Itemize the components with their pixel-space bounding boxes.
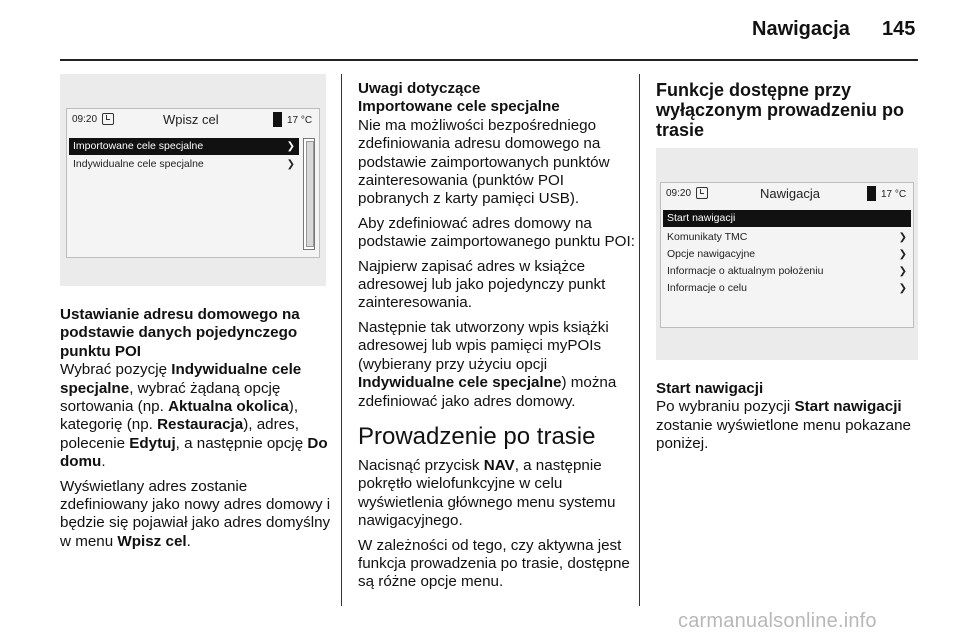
chevron-right-icon: ❯ <box>898 232 907 243</box>
temperature-readout: 17 °C <box>287 115 313 126</box>
screen-menu-item-label: Informacje o aktualnym położeniu <box>667 265 824 277</box>
screen-menu-item[interactable] <box>69 156 299 173</box>
screen-title: Nawigacja <box>760 186 820 201</box>
column-2 <box>358 80 638 598</box>
paragraph: W zależności od tego, czy aktywna jest funkcja prowadzenia po trasie, dostępne są różne opcje menu. <box>358 536 630 591</box>
paragraph: Nacisnąć przycisk NAV, a następnie pokrętło wielofunkcyjne w celu wyświetlenia głównego menu systemu nawigacyjnego. <box>358 456 616 530</box>
paragraph: Aby zdefiniować adres domowy na podstawie zaimportowanego punktu POI: <box>358 214 635 251</box>
section-title: Prowadzenie po trasie <box>358 422 596 450</box>
column-1 <box>60 306 335 557</box>
screen-menu-item-label: Informacje o celu <box>667 282 747 294</box>
clock-icon <box>696 187 708 199</box>
section-heading: Start nawigacji <box>656 380 764 397</box>
screen-image-destination-input <box>60 74 326 286</box>
chevron-right-icon: ❯ <box>286 141 295 152</box>
paragraph: Wybrać pozycję Indywidualne cele specjalne, wybrać żądaną opcję sortowania (np. Aktualna okolica), kategorię (np. Restauracja), adres, polecenie Edytuj, a następnie opcję Do domu. <box>60 361 328 471</box>
screen-image-navigation-menu <box>656 148 918 360</box>
chevron-right-icon: ❯ <box>898 249 907 260</box>
column-3 <box>656 80 918 140</box>
chevron-right-icon: ❯ <box>286 159 295 170</box>
section-title: Funkcje dostępne przy wyłączonym prowadzeniu po trasie <box>656 80 905 140</box>
column-3-body <box>656 380 918 460</box>
paragraph: Następnie tak utworzony wpis książki adresowej lub wpis pamięci myPOIs (wybierany przy użyciu opcji Indywidualne cele specjalne) można zdefiniować jako adres domowy. <box>358 318 617 410</box>
temperature-readout: 17 °C <box>881 189 907 200</box>
page-number: 145 <box>882 18 916 40</box>
paragraph: Po wybraniu pozycji Start nawigacji zostanie wyświetlone menu pokazane poniżej. <box>656 398 911 453</box>
running-header-title: Nawigacja <box>752 18 850 40</box>
screen-display <box>660 182 914 328</box>
screen-status-bar <box>661 183 913 205</box>
paragraph: Nie ma możliwości bezpośredniego zdefiniowania adresu domowego na podstawie zaimportowanych punktów zainteresowania (punktów POI pobranych z karty pamięci USB). <box>358 116 610 208</box>
screen-menu-item-label: Indywidualne cele specjalne <box>73 158 204 170</box>
watermark: carmanualsonline.info <box>678 610 877 632</box>
paragraph: Najpierw zapisać adres w książce adresowej lub jako pojedynczy punkt zainteresowania. <box>358 257 606 312</box>
section-heading: Uwagi dotyczące <box>358 80 481 97</box>
screen-menu-item[interactable] <box>663 280 911 297</box>
phone-battery-icon <box>273 112 282 127</box>
screen-menu-item[interactable] <box>663 246 911 263</box>
screen-scrollbar <box>303 138 315 250</box>
screen-menu-item[interactable] <box>663 263 911 280</box>
chevron-right-icon: ❯ <box>898 283 907 294</box>
screen-menu-item-label: Opcje nawigacyjne <box>667 248 756 260</box>
column-divider-left <box>341 74 342 606</box>
screen-display <box>66 108 320 258</box>
chevron-right-icon: ❯ <box>898 266 907 277</box>
screen-menu-item-label: Start nawigacji <box>667 212 736 224</box>
section-heading: Ustawianie adresu domowego na podstawie danych pojedynczego punktu POI <box>60 306 300 360</box>
header-rule <box>60 59 918 61</box>
screen-status-bar <box>67 109 319 131</box>
phone-battery-icon <box>867 186 876 201</box>
screen-time: 09:20 <box>72 114 98 125</box>
screen-menu-item-label: Komunikaty TMC <box>667 231 748 243</box>
screen-menu-item-label: Importowane cele specjalne <box>73 140 204 152</box>
screen-menu-item[interactable] <box>69 138 299 155</box>
column-divider-right <box>639 74 640 606</box>
screen-menu-item[interactable] <box>663 229 911 246</box>
screen-title: Wpisz cel <box>163 112 219 127</box>
screen-menu-item[interactable] <box>663 210 911 227</box>
section-subheading: Importowane cele specjalne <box>358 98 560 116</box>
screen-time: 09:20 <box>666 188 692 199</box>
paragraph: Wyświetlany adres zostanie zdefiniowany jako nowy adres domowy i będzie się pojawiał jako adres domyślny w menu Wpisz cel. <box>60 477 331 550</box>
clock-icon <box>102 113 114 125</box>
